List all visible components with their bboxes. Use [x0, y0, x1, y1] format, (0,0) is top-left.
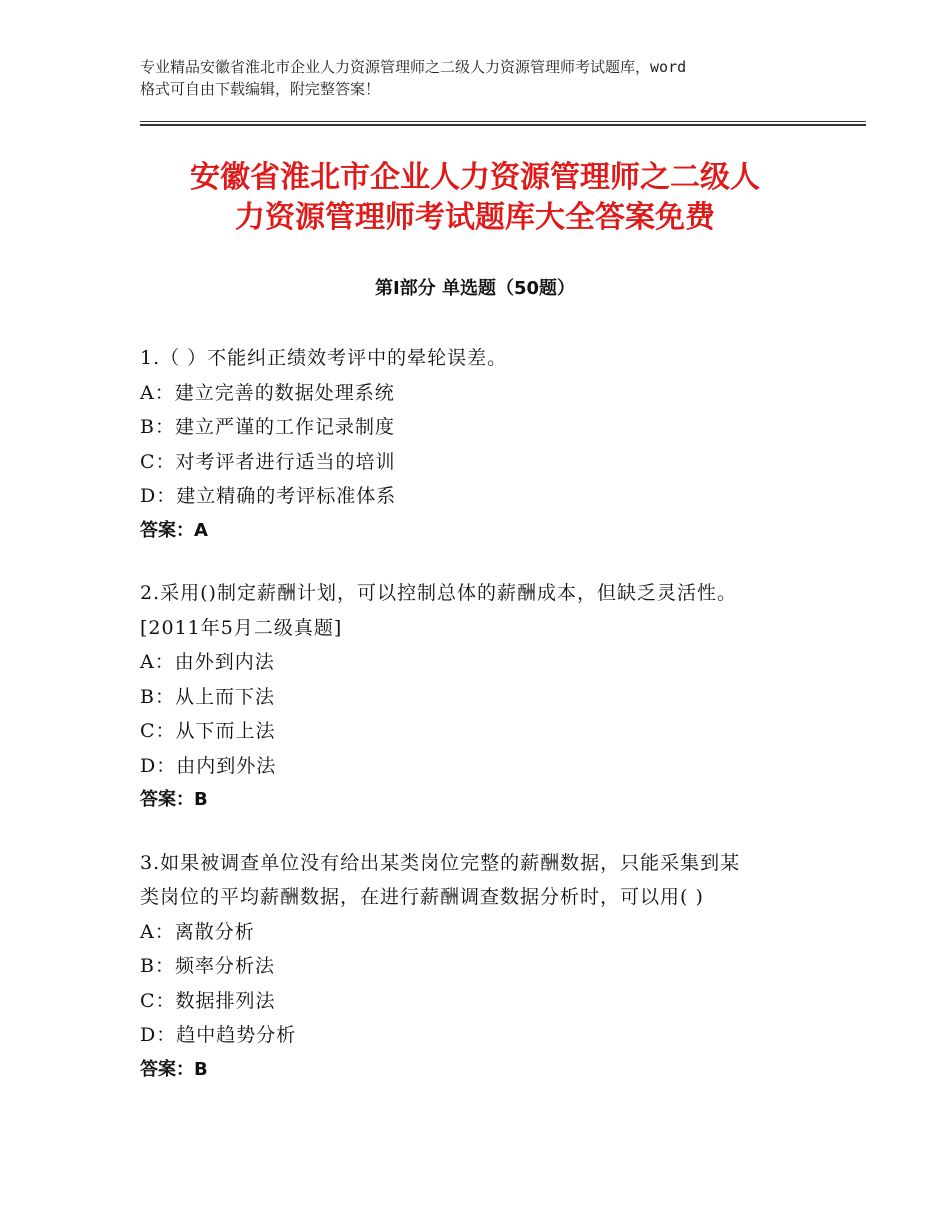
header-divider-thick: [140, 124, 866, 126]
question-2-stem-line-2: [2011年5月二级真题]: [140, 616, 343, 639]
question-2-option-c: C：从下而上法: [140, 720, 276, 742]
question-1-option-b: B：建立严谨的工作记录制度: [140, 416, 395, 438]
question-2-option-a: A：由外到内法: [140, 651, 275, 673]
question-list: [140, 341, 840, 1115]
question-1-stem: 1.（ ）不能纠正绩效考评中的晕轮误差。: [140, 347, 508, 369]
question-2-stem-line-1: 2.采用()制定薪酬计划，可以控制总体的薪酬成本，但缺乏灵活性。: [140, 582, 737, 604]
question-3-stem-line-1: 3.如果被调查单位没有给出某类岗位完整的薪酬数据，只能采集到某: [140, 851, 741, 874]
section-heading: 第Ⅰ部分 单选题（50题）: [374, 278, 575, 299]
document-title-line-1: 安徽省淮北市企业人力资源管理师之二级人: [190, 160, 760, 195]
question-3-option-c: C：数据排列法: [140, 989, 276, 1012]
question-1-option-a: A：建立完善的数据处理系统: [140, 381, 395, 404]
question-2: [140, 576, 840, 818]
question-1-option-d: D：建立精确的考评标准体系: [140, 485, 397, 507]
question-3-option-a: A：离散分析: [140, 920, 255, 943]
question-3-option-d: D：趋中趋势分析: [140, 1024, 297, 1046]
question-1-option-c: C：对考评者进行适当的培训: [140, 450, 396, 473]
question-2-option-b: B：从上而下法: [140, 685, 275, 708]
header-note-line-2: 格式可自由下载编辑，附完整答案！: [140, 80, 381, 98]
header-note-line-1: 专业精品安徽省淮北市企业人力资源管理师之二级人力资源管理师考试题库，word: [140, 58, 687, 76]
question-3: [140, 846, 840, 1088]
question-1: [140, 341, 840, 548]
question-2-answer: 答案：B: [140, 789, 208, 810]
question-3-stem-line-2: 类岗位的平均薪酬数据，在进行薪酬调查数据分析时，可以用( ): [140, 886, 704, 908]
question-3-option-b: B：频率分析法: [140, 955, 275, 977]
question-2-option-d: D：由内到外法: [140, 754, 277, 777]
document-title: [0, 158, 950, 238]
document-title-line-2: 力资源管理师考试题库大全答案免费: [235, 200, 715, 235]
question-3-answer: 答案：B: [140, 1058, 208, 1080]
header-divider-thin: [140, 121, 866, 122]
header-note: [140, 56, 840, 100]
question-1-answer: 答案：A: [140, 519, 208, 541]
